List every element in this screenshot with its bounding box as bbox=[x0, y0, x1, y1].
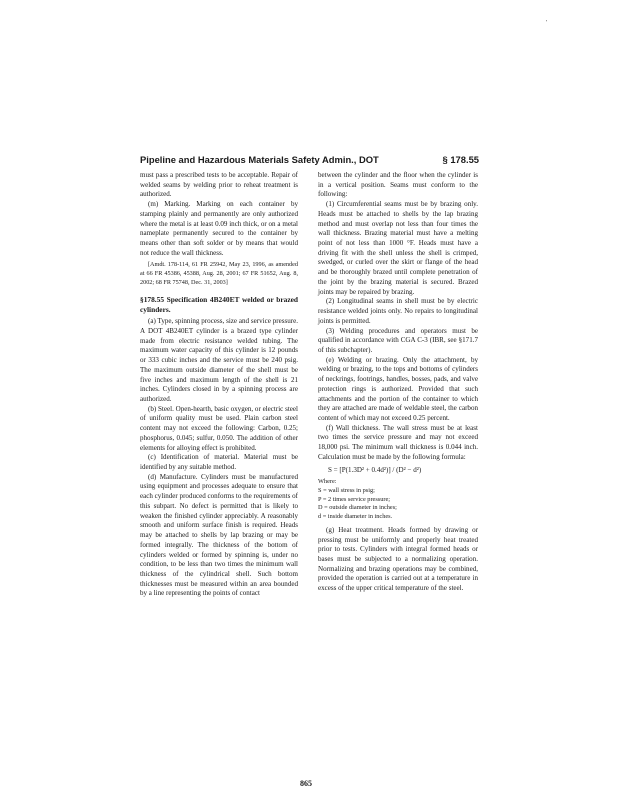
header-title: Pipeline and Hazardous Materials Safety Admin., DOT bbox=[140, 154, 379, 165]
paragraph-continuation: must pass a prescribed tests to be acceptable. Repair of welded seams by welding prior to reheat treatment is authorized. bbox=[140, 171, 298, 199]
where-p: P = 2 times service pressure; bbox=[318, 495, 391, 503]
where-s: S = wall stress in psig; bbox=[318, 486, 375, 494]
stress-formula: S = [P(1.3D² + 0.4d²)] / (D² − d²) bbox=[328, 465, 422, 474]
paragraph-f: (f) Wall thickness. The wall stress must be at least two times the service pressure and may not exceed 18,000 psi. The minimum wall thickness is 0.044 inch. Calculation must be made by the following formula: bbox=[318, 423, 478, 461]
where-label: Where: bbox=[318, 478, 337, 486]
paragraph-2: (2) Longitudinal seams in shell must be by electric resistance welded joints only. No repairs to longitudinal joints is permitted. bbox=[318, 297, 478, 325]
paragraph-marking: (m) Marking. Marking on each container by stamping plainly and permanently are only authorized where the metal is at least 0.09 inch thick, or on a metal nameplate permanently secured to the container by means other than soft solder or by means that would not reduce the wall thickness. bbox=[140, 200, 298, 257]
paragraph-a: (a) Type, spinning process, size and service pressure. A DOT 4B240ET cylinder is a brazed type cylinder made from electric resistance welded tubing. The maximum water capacity of this cylinder is 12 pounds or 333 cubic inches and the service must be 240 psig. The maximum outside diameter of the shell must be five inches and maximum length of the shell is 21 inches. Cylinders closed in by a spinning process are authorized. bbox=[140, 317, 298, 403]
page-corner-mark: ' bbox=[546, 20, 548, 26]
page-number: 865 bbox=[300, 779, 312, 788]
running-header bbox=[140, 154, 479, 168]
paragraph-1: (1) Circumferential seams must be by brazing only. Heads must be attached to shells by the lap brazing method and must overlap not less than four times the wall thickness. Brazing material must have a melting point of not less than 1000 °F. Heads must have a driving fit with the shell unless the shell is crimped, swedged, or curled over the skirt or flange of the head and be thoroughly brazed until complete penetration of the joint by the brazing material is secured. Brazed joints may be repaired by brazing. bbox=[318, 200, 478, 296]
paragraph-d: (d) Manufacture. Cylinders must be manufactured using equipment and processes adequate to ensure that each cylinder produced conforms to the requirements of this subpart. No defect is permitted that is likely to weaken the finished cylinder appreciably. A reasonably smooth and uniform surface finish is required. Heads may be attached to shells by lap brazing or may be formed integrally. The thickness of the bottom of cylinders welded or formed by spinning is, under no condition, to be less than two times the minimum wall thickness of the cylindrical shell. Such bottom thicknesses must be measured within an area bounded by a line representing the points of contact bbox=[140, 472, 298, 598]
section-title: §178.55 Specification 4B240ET welded or brazed cylinders. bbox=[140, 295, 298, 315]
paragraph-continuation-right: between the cylinder and the floor when the cylinder is in a vertical position. Seams must conform to the following: bbox=[318, 171, 478, 199]
where-inside-diameter: d = inside diameter in inches. bbox=[318, 513, 393, 521]
paragraph-b: (b) Steel. Open-hearth, basic oxygen, or electric steel of uniform quality must be used. Plain carbon steel content may not exceed the following: Carbon, 0.25; phosphorus, 0.045; sulfur, 0.050. The addition of other elements for alloying effect is prohibited. bbox=[140, 404, 298, 452]
paragraph-g: (g) Heat treatment. Heads formed by drawing or pressing must be uniformly and properly heat treated prior to tests. Cylinders with integral formed heads or bases must be subjected to a normalizing operation. Normalizing and brazing operations may be combined, provided the operation is carried out at a temperature in excess of the upper critical temperature of the steel. bbox=[318, 525, 478, 593]
right-column bbox=[318, 171, 478, 594]
header-section: § 178.55 bbox=[442, 154, 479, 165]
paragraph-c: (c) Identification of material. Material must be identified by any suitable method. bbox=[140, 453, 298, 472]
amendment-note: [Amdt. 178-114, 61 FR 25942, May 23, 1996, as amended at 66 FR 45386, 45388, Aug. 28, 2001; 67 FR 51652, Aug. 8, 2002; 68 FR 75748, Dec. 31, 2003] bbox=[140, 261, 298, 286]
where-outside-diameter: D = outside diameter in inches; bbox=[318, 504, 397, 512]
paragraph-3: (3) Welding procedures and operators must be qualified in accordance with CGA C-3 (IBR, see §171.7 of this subchapter). bbox=[318, 326, 478, 354]
left-column bbox=[140, 171, 298, 599]
paragraph-e: (e) Welding or brazing. Only the attachment, by welding or brazing, to the tops and bottoms of cylinders of neckrings, footrings, handles, bosses, pads, and valve protection rings is authorized. Provided that such attachments and the portion of the container to which they are attached are made of weldable steel, the carbon content of which may not exceed 0.25 percent. bbox=[318, 355, 478, 422]
